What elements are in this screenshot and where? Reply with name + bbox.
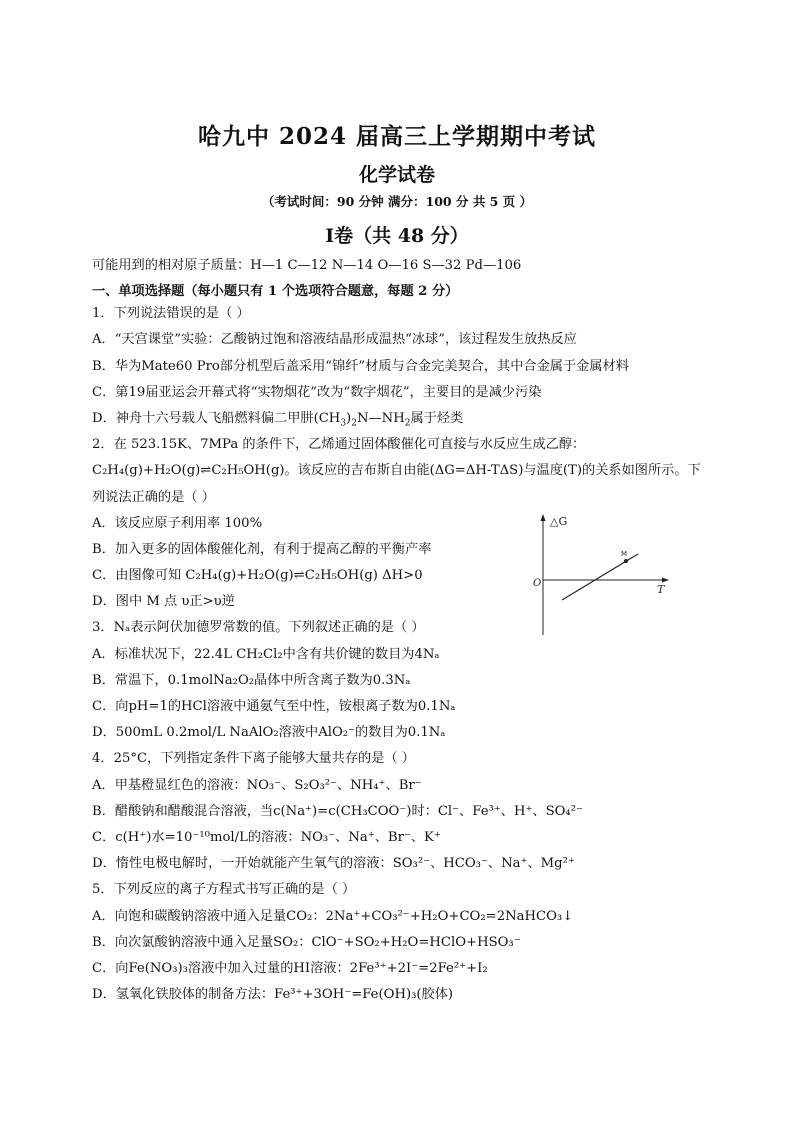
point-m [624, 559, 628, 563]
q2-stem-3: 列说法正确的是（ ） [92, 489, 215, 505]
q3-stem: 3．Nₐ表示阿伏加德罗常数的值。下列叙述正确的是（ ） [92, 620, 425, 636]
q5-option-a: A．向饱和碳酸钠溶液中通入足量CO₂：2Na⁺+CO₃²⁻+H₂O+CO₂=2NaHCO₃↓ [92, 908, 574, 924]
exam-title: 哈九中 2024 届高三上学期期中考试 [197, 123, 597, 150]
q5-stem: 5．下列反应的离子方程式书写正确的是（ ） [92, 882, 356, 898]
q1-stem: 1．下列说法错误的是（ ） [92, 306, 250, 322]
q3-option-b: B．常温下，0.1molNa₂O₂晶体中所含离子数为0.3Nₐ [92, 672, 411, 688]
q2-option-c: C．由图像可知 C₂H₄(g)+H₂O(g)⇌C₂H₅OH(g) ΔH>0 [92, 568, 423, 584]
q1-option-a: A．“天宫课堂”实验：乙酸钠过饱和溶液结晶形成温热“冰球”，该过程发生放热反应 [92, 332, 577, 348]
section-heading: 一、单项选择题（每小题只有 1 个选项符合题意，每题 2 分） [92, 284, 459, 300]
delta-g-vs-t-graph [526, 511, 676, 641]
exam-subtitle: 化学试卷 [358, 164, 435, 186]
q4-option-a: A．甲基橙显红色的溶液：NO₃⁻、S₂O₃²⁻、NH₄⁺、Br⁻ [92, 777, 422, 793]
q4-option-b: B．醋酸钠和醋酸混合溶液，当c(Na⁺)=c(CH₃COO⁻)时：Cl⁻、Fe³⁺、H⁺、SO₄²⁻ [92, 803, 583, 819]
q2-option-a: A．该反应原子利用率 100% [92, 515, 263, 531]
q1-option-d: D．神舟十六号载人飞船燃料偏二甲肼$(CH_3)_2N—NH_2$属于烃类 [92, 410, 464, 429]
y-axis-label: △G [550, 515, 568, 528]
q5-option-c: C．向Fe(NO₃)₃溶液中加入过量的HI溶液：2Fe³⁺+2I⁻=2Fe²⁺+I₂ [92, 960, 488, 976]
q4-stem: 4．25°C，下列指定条件下离子能够大量共存的是（ ） [92, 751, 415, 767]
exam-info: （考试时间：90 分钟 满分：100 分 共 5 页 ） [261, 194, 533, 209]
q5-option-d: D．氢氧化铁胶体的制备方法：Fe³⁺+3OH⁻=Fe(OH)₃(胶体) [92, 987, 454, 1003]
q5-option-b: B．向次氯酸钠溶液中通入足量SO₂：ClO⁻+SO₂+H₂O=HClO+HSO₃⁻ [92, 934, 521, 950]
q1-option-c: C．第19届亚运会开幕式将“实物烟花”改为“数字烟花”，主要目的是减少污染 [92, 384, 542, 400]
x-axis-label: T [657, 583, 665, 596]
q3-option-d: D．500mL 0.2mol/L NaAlO₂溶液中AlO₂⁻的数目为0.1Nₐ [92, 725, 446, 741]
q2-option-d: D．图中 M 点 υ正>υ逆 [92, 594, 235, 610]
q4-option-c: C．c(H⁺)水=10⁻¹⁰mol/L的溶液：NO₃⁻、Na⁺、Br⁻、K⁺ [92, 829, 441, 845]
q3-option-a: A．标准状况下，22.4L CH₂Cl₂中含有共价键的数目为4Nₐ [92, 646, 440, 662]
x-axis-arrow [662, 578, 669, 583]
q4-option-d: D．惰性电极电解时，一开始就能产生氧气的溶液：SO₃²⁻、HCO₃⁻、Na⁺、Mg²⁺ [92, 856, 575, 872]
q2-stem-2: C₂H₄(g)+H₂O(g)⇌C₂H₅OH(g)。该反应的吉布斯自由能(ΔG=ΔH-TΔS)与温度(T)的关系如图所示。下 [92, 463, 701, 479]
q2-option-b: B．加入更多的固体酸催化剂，有利于提高乙醇的平衡产率 [92, 541, 432, 557]
origin-label: O [533, 578, 542, 589]
q2-stem-1: 2．在 523.15K、7MPa 的条件下，乙烯通过固体酸催化可直接与水反应生成乙醇： [92, 437, 586, 453]
q3-option-c: C．向pH=1的HCl溶液中通氨气至中性，铵根离子数为0.1Nₐ [92, 699, 456, 714]
q1-option-b: B．华为Mate60 Pro部分机型后盖采用“锦纤”材质与合金完美契合，其中合金属于金属材料 [92, 358, 629, 374]
point-m-label: M [621, 550, 628, 558]
section-title: I卷（共 48 分） [325, 225, 469, 247]
y-axis-arrow [541, 514, 546, 521]
atomic-masses: 可能用到的相对原子质量：H—1 C—12 N—14 O—16 S—32 Pd—106 [92, 258, 522, 273]
